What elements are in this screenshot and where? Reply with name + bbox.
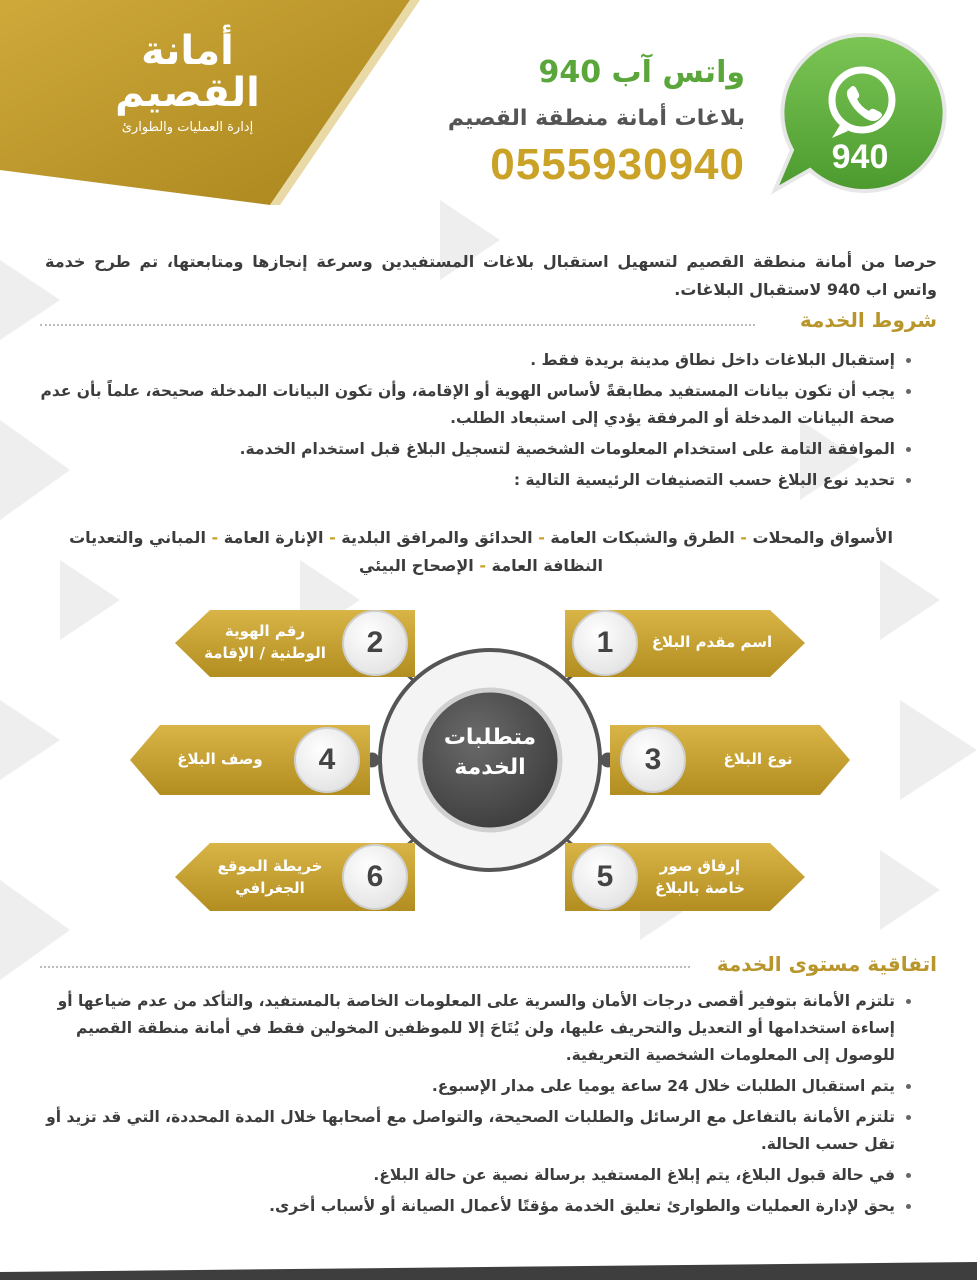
- list-item: • تلتزم الأمانة بتوفير أقصى درجات الأمان والسرية على المعلومات الخاصة بالمستفيد، والتأكد من عدم ضياعها أو إساءة استخدامها أو التعديل والتحريف عليها، ولن يُتَاحَ إلا للموظفين المخولين فقط في أمانة منطقة القصيم للوصول إلى المعلومات الشخصية التعريفية.: [40, 988, 895, 1069]
- list-item: • يجب أن تكون بيانات المستفيد مطابقةً لأساس الهوية أو الإقامة، وأن تكون البيانات المدخلة صحيحة، علماً بأن عدم صحة البيانات المدخلة أو المرفقة يؤدي إلى استبعاد الطلب.: [40, 378, 895, 432]
- requirement-label: وصف البلاغ: [177, 750, 263, 768]
- logo-subtitle: إدارة العمليات والطوارئ: [121, 120, 254, 135]
- requirement-label: إرفاق صور خاصة بالبلاغ: [655, 857, 745, 897]
- list-item: • تلتزم الأمانة بالتفاعل مع الرسائل والطلبات الصحيحة، والتواصل مع أصحابها خلال المدة المحددة، التي قد تزيد أو تقل حسب الحالة.: [40, 1104, 895, 1158]
- list-item: • يحق لإدارة العمليات والطوارئ تعليق الخدمة مؤقتًا لأعمال الصيانة أو لأسباب أخرى.: [40, 1193, 895, 1220]
- whatsapp-badge: 940: [831, 138, 889, 176]
- conditions-title: شروط الخدمة: [799, 308, 937, 332]
- requirement-label: خريطة الموقع الجغرافي: [217, 857, 323, 897]
- list-item: • الموافقة التامة على استخدام المعلومات الشخصية لتسجيل البلاغ قبل استخدام الخدمة.: [40, 436, 895, 463]
- category-item: المباني والتعديات: [69, 528, 206, 547]
- requirement-number: 5: [596, 860, 614, 893]
- conditions-list: [40, 347, 917, 498]
- requirement-number: 3: [644, 743, 662, 776]
- category-item: الطرق والشبكات العامة: [550, 528, 735, 547]
- category-item: الإنارة العامة: [223, 528, 324, 547]
- requirement-label: رقم الهوية الوطنية / الإقامة: [204, 622, 326, 662]
- category-item: الأسواق والمحلات: [752, 528, 893, 547]
- whatsapp-icon: [770, 30, 950, 200]
- category-item: الإصحاح البيئي: [358, 556, 474, 575]
- sla-divider: [40, 966, 690, 968]
- category-item: النظافة العامة: [491, 556, 604, 575]
- whatsapp-title: واتس آب 940: [538, 55, 745, 90]
- logo-mark: أمانة القصيم: [115, 28, 260, 116]
- requirement-number: 4: [318, 743, 336, 776]
- list-item: • يتم استقبال الطلبات خلال 24 ساعة يوميا على مدار الإسبوع.: [40, 1073, 895, 1100]
- requirement-label: اسم مقدم البلاغ: [651, 633, 773, 651]
- conditions-divider: [40, 324, 755, 326]
- requirements-diagram: [120, 595, 860, 925]
- sla-title: اتفاقية مستوى الخدمة: [716, 952, 937, 976]
- sla-list: [40, 988, 917, 1224]
- list-item: • تحديد نوع البلاغ حسب التصنيفات الرئيسية التالية :: [40, 467, 895, 494]
- requirement-number: 1: [596, 626, 614, 659]
- requirement-label: نوع البلاغ: [723, 750, 793, 768]
- requirement-number: 2: [366, 626, 384, 659]
- categories-list: الأسواق والمحلات - الطرق والشبكات العامة - الحدائق والمرافق البلدية - الإنارة العامة - المباني والتعديات النظافة العامة - الإصحاح البيئي: [69, 528, 893, 575]
- list-item: • في حالة قبول البلاغ، يتم إبلاغ المستفيد برسالة نصية عن حالة البلاغ.: [40, 1162, 895, 1189]
- requirements-center-label: متطلبات الخدمة: [443, 725, 537, 780]
- intro-paragraph: حرصا من أمانة منطقة القصيم لتسهيل استقبال بلاغات المستفيدين وسرعة إنجازها ومتابعتها، تم طرح خدمة واتس اب 940 لاستقبال البلاغات.: [45, 252, 937, 299]
- requirement-number: 6: [366, 860, 384, 893]
- whatsapp-phone-number[interactable]: 0555930940: [490, 140, 745, 189]
- list-item: • إستقبال البلاغات داخل نطاق مدينة بريدة فقط .: [40, 347, 895, 374]
- category-item: الحدائق والمرافق البلدية: [341, 528, 533, 547]
- whatsapp-subtitle: بلاغات أمانة منطقة القصيم: [447, 106, 745, 131]
- amanah-logo: [100, 30, 275, 135]
